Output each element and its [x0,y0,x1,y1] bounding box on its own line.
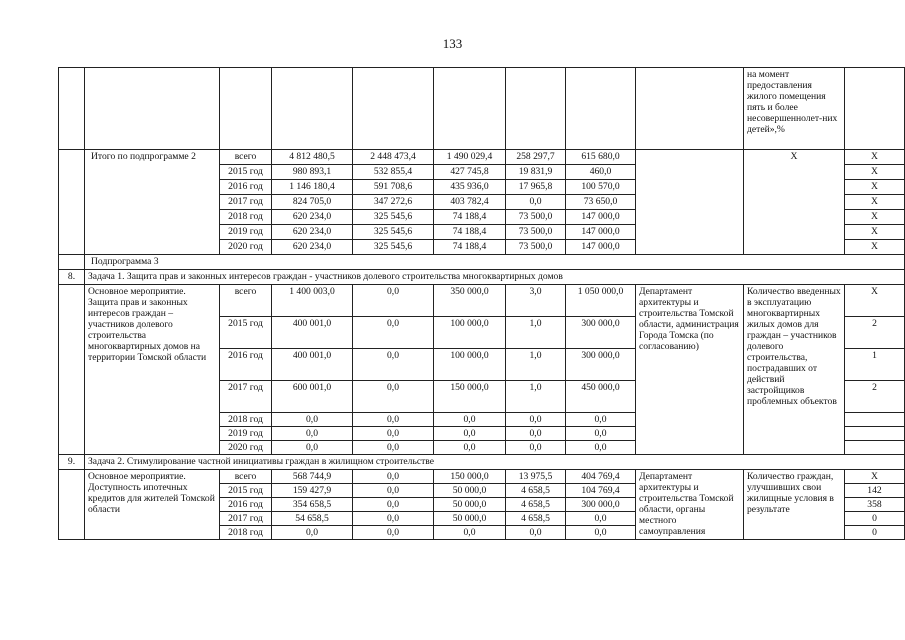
regional-cell: 100 000,0 [434,349,506,381]
extra-cell: 147 000,0 [566,210,636,225]
year-cell: 2015 год [220,484,272,498]
year-cell: 2020 год [220,441,272,455]
indicator-text: на момент предоставления жилого помещения пять и более несовершеннолет-них детей»,% [744,68,845,150]
federal-cell: 591 708,6 [353,180,434,195]
value-cell: 0 [845,512,905,526]
local-cell: 0,0 [506,441,566,455]
value-cell: Х [845,180,905,195]
total-cell: 1 146 180,4 [272,180,353,195]
total-cell: 980 893,1 [272,165,353,180]
total-cell: 824 705,0 [272,195,353,210]
total-cell: 0,0 [272,526,353,540]
row-number-cell [59,150,85,255]
activity-name: Основное мероприятие. Защита прав и законных интересов граждан – участников долевого строительства многоквартирных домов на территории Томской области [85,285,220,455]
total-cell: 0,0 [272,413,353,427]
local-cell: 3,0 [506,285,566,317]
value-cell [845,427,905,441]
total-cell: 1 400 003,0 [272,285,353,317]
table-row [59,270,905,285]
total-cell: 354 658,5 [272,498,353,512]
local-cell: 258 297,7 [506,150,566,165]
extra-cell: 450 000,0 [566,381,636,413]
total-cell: 620 234,0 [272,210,353,225]
federal-cell: 532 855,4 [353,165,434,180]
local-cell: 19 831,9 [506,165,566,180]
local-cell: 4 658,5 [506,484,566,498]
year-cell: 2018 год [220,210,272,225]
local-cell: 0,0 [506,195,566,210]
value-cell: Х [845,150,905,165]
table-cell [85,68,220,150]
value-cell [845,441,905,455]
extra-cell: 100 570,0 [566,180,636,195]
regional-cell: 74 188,4 [434,225,506,240]
federal-cell: 0,0 [353,512,434,526]
table-cell [506,68,566,150]
regional-cell: 0,0 [434,413,506,427]
federal-cell: 0,0 [353,484,434,498]
extra-cell: 615 680,0 [566,150,636,165]
program-total-label: Итого по подпрограмме 2 [85,150,220,255]
local-cell: 4 658,5 [506,498,566,512]
row-number-cell [59,470,85,540]
task-title: Задача 2. Стимулирование частной инициативы граждан в жилищном строительстве [85,455,905,470]
regional-cell: 50 000,0 [434,498,506,512]
executor-cell: Департамент архитектуры и строительства Томской области, органы местного самоуправления [636,470,744,540]
year-cell: всего [220,470,272,484]
extra-cell: 300 000,0 [566,317,636,349]
regional-cell: 0,0 [434,427,506,441]
year-cell: 2015 год [220,165,272,180]
total-cell: 620 234,0 [272,225,353,240]
regional-cell: 150 000,0 [434,381,506,413]
total-cell: 0,0 [272,441,353,455]
value-cell: Х [845,210,905,225]
value-cell: Х [845,165,905,180]
total-cell: 159 427,9 [272,484,353,498]
table-cell [59,255,85,270]
table-row [59,455,905,470]
table-cell [636,68,744,150]
local-cell: 1,0 [506,349,566,381]
year-cell: 2018 год [220,526,272,540]
extra-cell: 0,0 [566,526,636,540]
regional-cell: 427 745,8 [434,165,506,180]
year-cell: 2016 год [220,498,272,512]
value-cell: 1 [845,349,905,381]
regional-cell: 74 188,4 [434,240,506,255]
local-cell: 13 975,5 [506,470,566,484]
task-number: 9. [59,455,85,470]
value-cell: 358 [845,498,905,512]
executor-cell: Департамент архитектуры и строительства Томской области, администрация Города Томска (по согласованию) [636,285,744,455]
year-cell: 2019 год [220,225,272,240]
federal-cell: 0,0 [353,427,434,441]
table-cell [272,68,353,150]
year-cell: всего [220,150,272,165]
regional-cell: 74 188,4 [434,210,506,225]
regional-cell: 0,0 [434,526,506,540]
extra-cell: 460,0 [566,165,636,180]
federal-cell: 325 545,6 [353,225,434,240]
table-cell [434,68,506,150]
local-cell: 1,0 [506,317,566,349]
indicator-cell: Х [744,150,845,255]
federal-cell: 0,0 [353,317,434,349]
value-cell: 2 [845,381,905,413]
task-number: 8. [59,270,85,285]
indicator-cell: Количество введенных в эксплуатацию многоквартирных жилых домов для граждан – участников долевого строительства, пострадавших от действий застройщиков проблемных объектов [744,285,845,455]
regional-cell: 403 782,4 [434,195,506,210]
local-cell: 0,0 [506,413,566,427]
year-cell: 2017 год [220,195,272,210]
total-cell: 400 001,0 [272,317,353,349]
extra-cell: 300 000,0 [566,498,636,512]
local-cell: 17 965,8 [506,180,566,195]
row-number-cell [59,285,85,455]
regional-cell: 150 000,0 [434,470,506,484]
regional-cell: 50 000,0 [434,484,506,498]
year-cell: 2015 год [220,317,272,349]
local-cell: 73 500,0 [506,210,566,225]
total-cell: 400 001,0 [272,349,353,381]
budget-table [58,67,905,540]
federal-cell: 0,0 [353,349,434,381]
year-cell: 2017 год [220,512,272,526]
local-cell: 1,0 [506,381,566,413]
regional-cell: 50 000,0 [434,512,506,526]
table-cell [845,68,905,150]
local-cell: 73 500,0 [506,225,566,240]
total-cell: 620 234,0 [272,240,353,255]
federal-cell: 0,0 [353,381,434,413]
extra-cell: 404 769,4 [566,470,636,484]
local-cell: 0,0 [506,427,566,441]
year-cell: 2018 год [220,413,272,427]
federal-cell: 0,0 [353,285,434,317]
regional-cell: 435 936,0 [434,180,506,195]
extra-cell: 0,0 [566,441,636,455]
extra-cell: 104 769,4 [566,484,636,498]
table-cell [220,68,272,150]
regional-cell: 350 000,0 [434,285,506,317]
total-cell: 600 001,0 [272,381,353,413]
table-row [59,255,905,270]
value-cell: 0 [845,526,905,540]
extra-cell: 147 000,0 [566,225,636,240]
regional-cell: 0,0 [434,441,506,455]
extra-cell: 147 000,0 [566,240,636,255]
federal-cell: 0,0 [353,470,434,484]
federal-cell: 347 272,6 [353,195,434,210]
federal-cell: 325 545,6 [353,210,434,225]
year-cell: 2016 год [220,180,272,195]
table-row [59,470,905,484]
federal-cell: 0,0 [353,413,434,427]
table-cell [353,68,434,150]
value-cell: Х [845,195,905,210]
total-cell: 568 744,9 [272,470,353,484]
federal-cell: 325 545,6 [353,240,434,255]
extra-cell: 300 000,0 [566,349,636,381]
extra-cell: 0,0 [566,413,636,427]
year-cell: 2017 год [220,381,272,413]
value-cell: Х [845,240,905,255]
extra-cell: 0,0 [566,512,636,526]
value-cell: 2 [845,317,905,349]
regional-cell: 1 490 029,4 [434,150,506,165]
total-cell: 54 658,5 [272,512,353,526]
year-cell: 2016 год [220,349,272,381]
table-row [59,68,905,150]
local-cell: 73 500,0 [506,240,566,255]
value-cell [845,413,905,427]
year-cell: 2020 год [220,240,272,255]
subprogram-label: Подпрограмма 3 [85,255,905,270]
table-row [59,285,905,317]
total-cell: 0,0 [272,427,353,441]
year-cell: 2019 год [220,427,272,441]
value-cell: Х [845,285,905,317]
year-cell: всего [220,285,272,317]
executor-cell [636,150,744,255]
extra-cell: 1 050 000,0 [566,285,636,317]
federal-cell: 2 448 473,4 [353,150,434,165]
indicator-cell: Количество граждан, улучшивших свои жилищные условия в результате [744,470,845,540]
extra-cell: 0,0 [566,427,636,441]
total-cell: 4 812 480,5 [272,150,353,165]
value-cell: 142 [845,484,905,498]
federal-cell: 0,0 [353,526,434,540]
table-row [59,150,905,165]
page-number: 133 [442,36,463,51]
table-cell [59,68,85,150]
federal-cell: 0,0 [353,498,434,512]
local-cell: 0,0 [506,526,566,540]
federal-cell: 0,0 [353,441,434,455]
value-cell: Х [845,470,905,484]
regional-cell: 100 000,0 [434,317,506,349]
table-cell [566,68,636,150]
task-title: Задача 1. Защита прав и законных интересов граждан - участников долевого строительства многоквартирных домов [85,270,905,285]
value-cell: Х [845,225,905,240]
activity-name: Основное мероприятие. Доступность ипотечных кредитов для жителей Томской области [85,470,220,540]
local-cell: 4 658,5 [506,512,566,526]
extra-cell: 73 650,0 [566,195,636,210]
